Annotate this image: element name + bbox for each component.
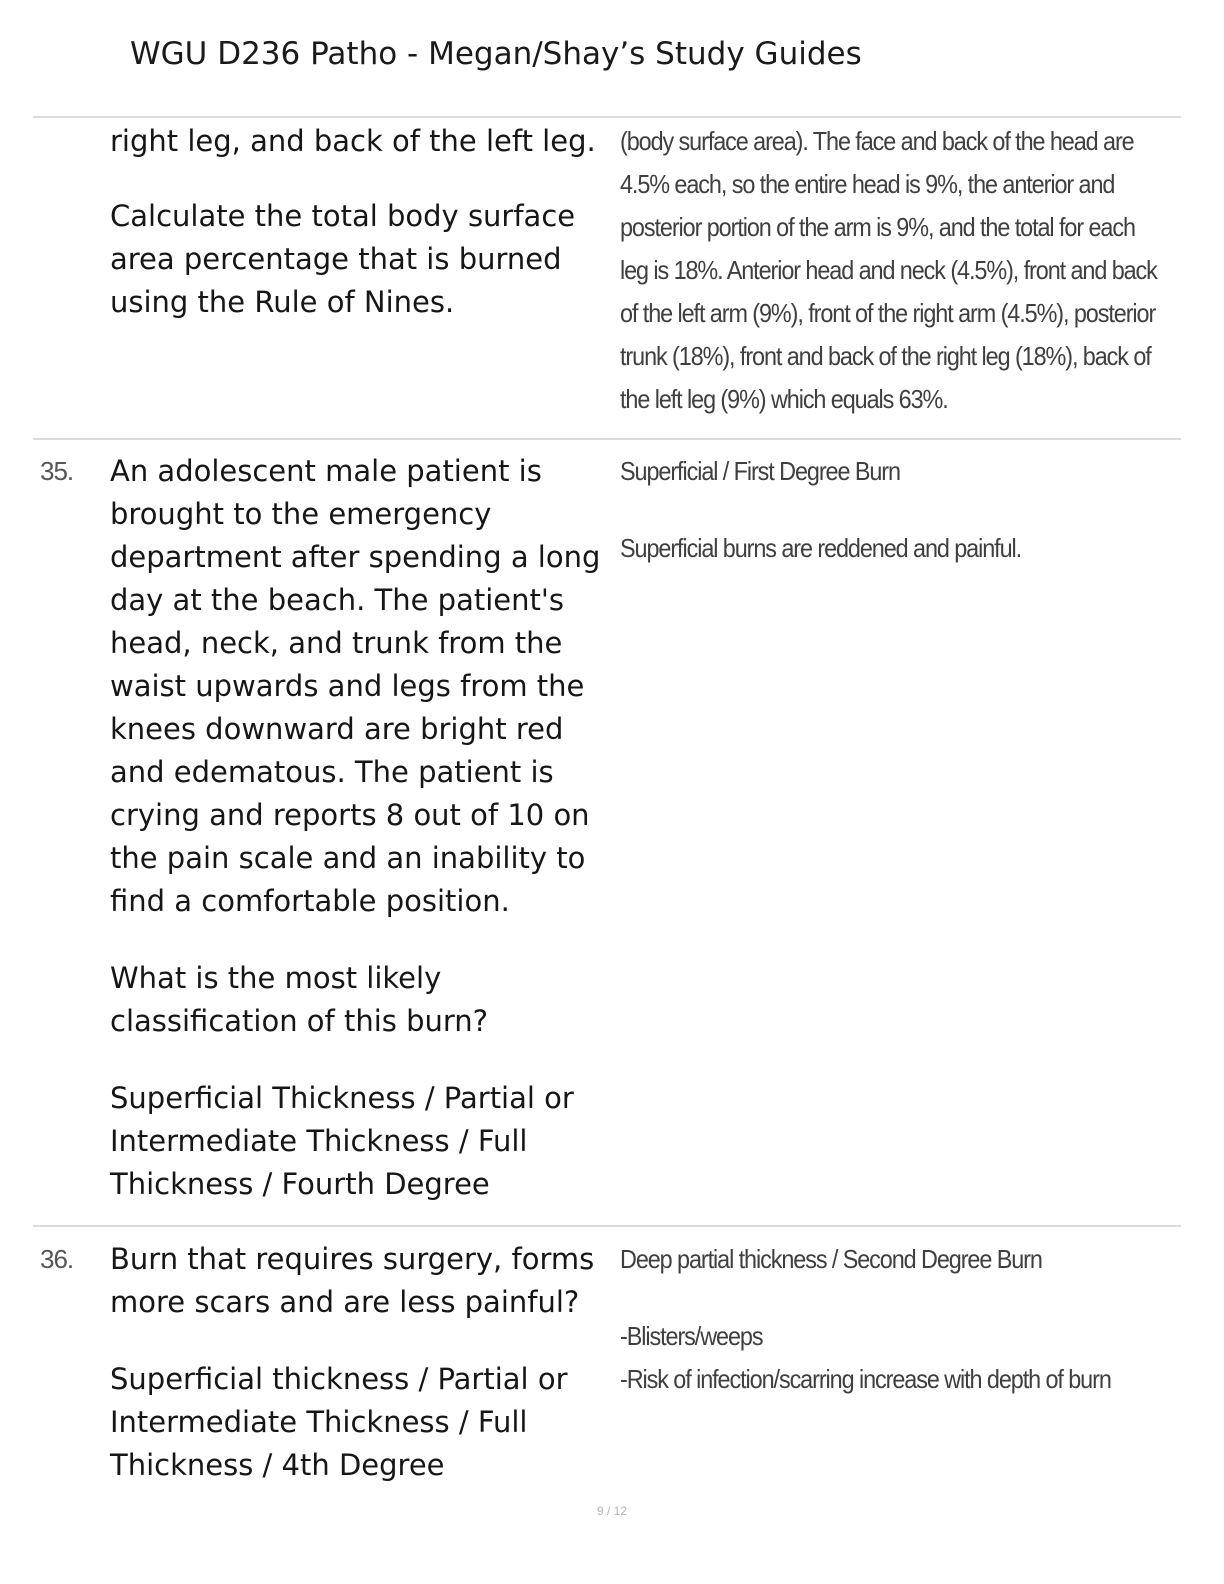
answer-paragraph: -Blisters/weeps: [620, 1321, 763, 1351]
question-paragraph: What is the most likely classification of this burn?: [110, 961, 489, 1038]
divider: [33, 116, 1181, 118]
question-paragraph: Calculate the total body surface area percentage that is burned using the Rule of Nines.: [110, 199, 576, 319]
answer-text: [620, 1238, 1178, 1401]
question-paragraph: An adolescent male patient is brought to the emergency department after spending a long day at the beach. The patient's head, neck, and trunk from the waist upwards and legs from the knees downward are bright red and edematous. The patient is crying and reports 8 out of 10 on the pain scale and an inability to find a comfortable position.: [110, 454, 601, 918]
answer-paragraph: Deep partial thickness / Second Degree Burn: [620, 1244, 1042, 1274]
question-text: [110, 450, 618, 1206]
question-paragraph: Superficial thickness / Partial or Intermediate Thickness / Full Thickness / 4th Degree: [110, 1362, 568, 1482]
question-number: 35.: [40, 456, 74, 486]
answer-paragraph: (body surface area). The face and back of the head are 4.5% each, so the entire head is 9%, the anterior and posterior portion of the arm is 9%, and the total for each leg is 18%. Anterior head and neck (4.5%), front and back of the left arm (9%), front of the right arm (4.5%), posterior trunk (18%), front and back of the right leg (18%), back of the left leg (9%) which equals 63%.: [620, 126, 1157, 414]
answer-paragraph: -Risk of infection/scarring increase with depth of burn: [620, 1364, 1111, 1394]
question-paragraph: Burn that requires surgery, forms more scars and are less painful?: [110, 1242, 595, 1319]
question-paragraph: right leg, and back of the left leg.: [110, 124, 596, 158]
divider: [33, 438, 1181, 440]
question-text: [110, 1238, 618, 1487]
answer-text: [620, 120, 1178, 421]
question-text: [110, 120, 618, 324]
divider: [33, 1225, 1181, 1227]
answer-paragraph: Superficial burns are reddened and painful.: [620, 533, 1022, 563]
page-number: 9 / 12: [596, 1504, 628, 1518]
question-number: 36.: [40, 1244, 74, 1274]
answer-paragraph: Superficial / First Degree Burn: [620, 456, 900, 486]
answer-text: [620, 450, 1178, 570]
question-paragraph: Superficial Thickness / Partial or Intermediate Thickness / Full Thickness / Fourth Degree: [110, 1081, 574, 1201]
page-title: WGU D236 Patho - Megan/Shay’s Study Guides: [130, 36, 862, 72]
